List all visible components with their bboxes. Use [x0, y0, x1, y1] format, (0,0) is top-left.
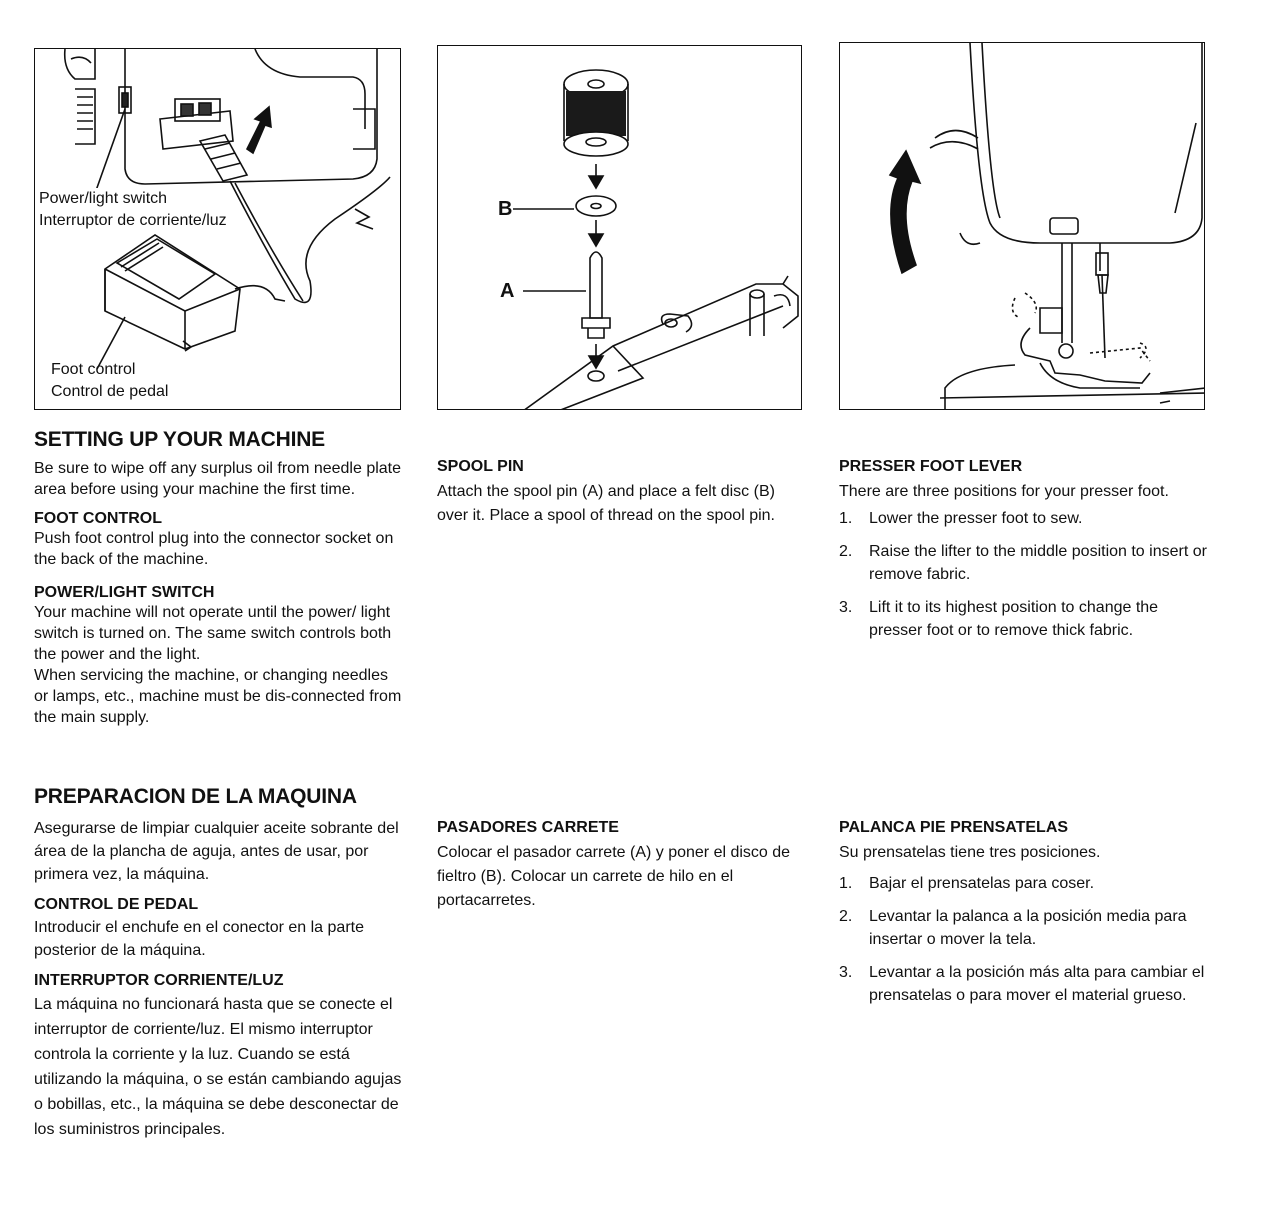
list-item: 3. Levantar a la posición más alta para cambiar el prensatelas o para mover el material grueso. — [839, 964, 1205, 1004]
title-preparacion: PREPARACION DE LA MAQUINA — [34, 785, 357, 808]
foot-control-label-es: Control de pedal — [51, 383, 169, 400]
text-power-switch: Your machine will not operate until the power/ light switch is turned on. The same switch controls both the power and the light. — [34, 604, 392, 663]
heading-spool-pin: SPOOL PIN — [437, 458, 524, 475]
power-switch-label-es: Interruptor de corriente/luz — [39, 212, 227, 229]
label-b: B — [498, 198, 513, 220]
column-setting-up — [34, 428, 402, 728]
spool-pin-illustration — [438, 46, 802, 410]
figure-power-foot-control — [34, 48, 401, 410]
list-item: 1. Lower the presser foot to sew. — [839, 510, 1083, 527]
heading-interruptor: INTERRUPTOR CORRIENTE/LUZ — [34, 972, 284, 989]
intro-setting-up: Be sure to wipe off any surplus oil from needle plate area before using your machine the first time. — [34, 460, 402, 498]
label-a: A — [500, 280, 515, 302]
text-interruptor: La máquina no funcionará hasta que se conecte el interruptor de corriente/luz. El mismo interruptor controla la corriente y la luz. Cuando se está utilizando la máquina, o se están cambiando agujas o bobillas, etc., la máquina se debe desconectar de los suministros principales. — [34, 996, 402, 1138]
text-pasadores: Colocar el pasador carrete (A) y poner el disco de fieltro (B). Colocar un carrete de hilo en el portacarretes. — [437, 844, 791, 909]
heading-pasadores: PASADORES CARRETE — [437, 819, 619, 836]
list-item: 2. Levantar la palanca a la posición media para insertar o mover la tela. — [839, 908, 1187, 948]
column-preparacion — [34, 785, 402, 1142]
presser-foot-illustration — [840, 43, 1205, 410]
column-palanca — [839, 819, 1207, 1017]
column-spool-pin — [437, 458, 803, 528]
title-setting-up: SETTING UP YOUR MACHINE — [34, 428, 325, 451]
column-presser-foot — [839, 458, 1207, 652]
column-pasadores — [437, 819, 803, 913]
heading-presser-foot: PRESSER FOOT LEVER — [839, 458, 1023, 475]
figure-presser-foot-lever — [839, 42, 1205, 410]
heading-palanca: PALANCA PIE PRENSATELAS — [839, 819, 1069, 836]
intro-presser-foot: There are three positions for your presser foot. — [839, 483, 1169, 500]
heading-control-pedal: CONTROL DE PEDAL — [34, 896, 199, 913]
list-item: 2. Raise the lifter to the middle position to insert or remove fabric. — [839, 543, 1207, 583]
foot-control-label-en: Foot control — [51, 361, 136, 378]
list-item: 1. Bajar el prensatelas para coser. — [839, 875, 1095, 892]
list-presser-foot-en — [839, 507, 1207, 642]
text-control-pedal: Introducir el enchufe en el conector en la parte posterior de la máquina. — [34, 919, 364, 959]
list-palanca-es — [839, 872, 1207, 1007]
figure-spool-pin — [437, 45, 802, 410]
intro-palanca: Su prensatelas tiene tres posiciones. — [839, 844, 1101, 861]
intro-preparacion: Asegurarse de limpiar cualquier aceite sobrante del área de la plancha de aguja, antes de usar, por primera vez, la máquina. — [34, 820, 399, 883]
text-foot-control: Push foot control plug into the connector socket on the back of the machine. — [34, 530, 394, 568]
text-power-switch-servicing: When servicing the machine, or changing needles or lamps, etc., machine must be dis-connected from the main supply. — [34, 667, 402, 726]
list-item: 3. Lift it to its highest position to change the presser foot or to remove thick fabric. — [839, 599, 1159, 639]
power-switch-label-en: Power/light switch — [39, 190, 168, 207]
text-spool-pin: Attach the spool pin (A) and place a felt disc (B) over it. Place a spool of thread on the spool pin. — [437, 483, 775, 524]
heading-foot-control: FOOT CONTROL — [34, 510, 162, 527]
heading-power-switch: POWER/LIGHT SWITCH — [34, 584, 215, 601]
